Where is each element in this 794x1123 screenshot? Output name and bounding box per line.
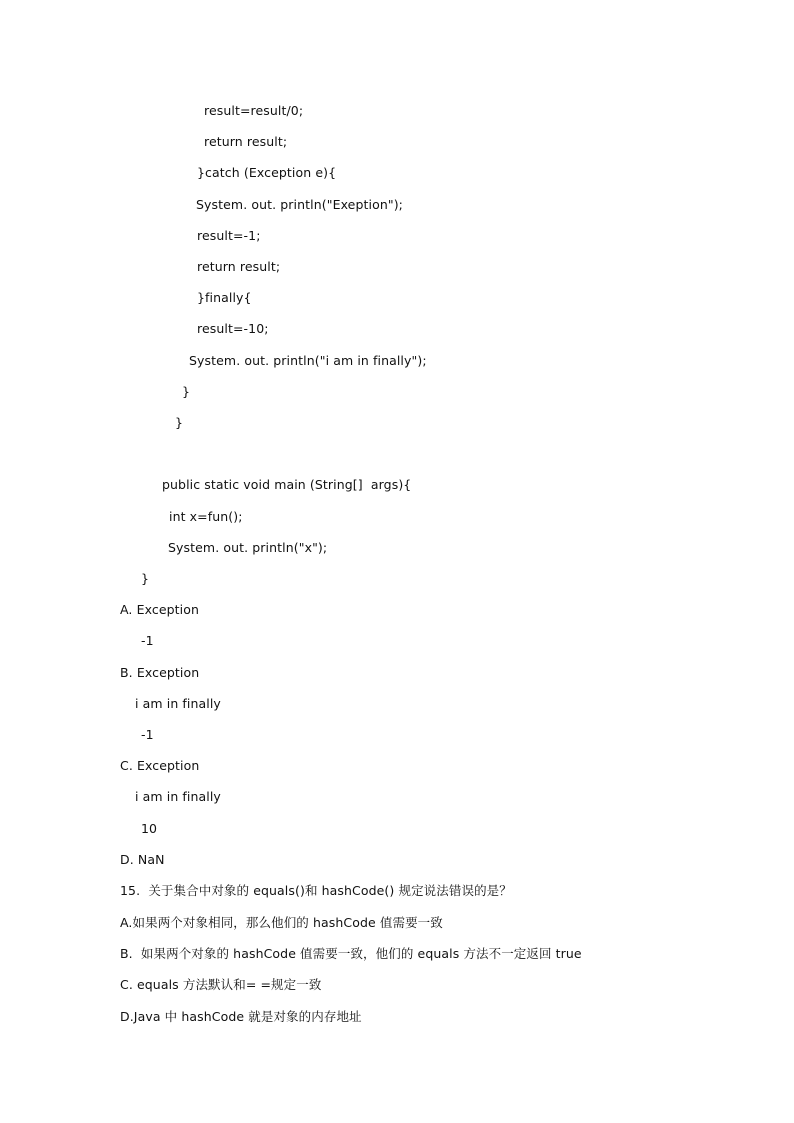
question-15-stem: 15. 关于集合中对象的 equals()和 hashCode() 规定说法错误的是？ xyxy=(120,883,512,898)
code-line: } xyxy=(182,384,191,399)
option-a-line: -1 xyxy=(141,633,154,648)
option-a-label: A. Exception xyxy=(120,602,199,617)
option-b-line: -1 xyxy=(141,727,154,742)
question-15-choice-b: B. 如果两个对象的 hashCode 值需要一致，他们的 equals 方法不一定返回 true xyxy=(120,946,582,961)
code-line: System. out. println("Exeption"); xyxy=(196,197,403,212)
code-line: System. out. println("x"); xyxy=(168,540,328,555)
option-d-label: D. NaN xyxy=(120,852,165,867)
code-line: public static void main (String[] args){ xyxy=(162,477,412,492)
code-line: }catch (Exception e){ xyxy=(197,165,337,180)
code-line: return result; xyxy=(204,134,288,149)
code-line: } xyxy=(141,571,150,586)
option-b-label: B. Exception xyxy=(120,665,200,680)
question-15-choice-d: D.Java 中 hashCode 就是对象的内存地址 xyxy=(120,1009,362,1024)
code-line: return result; xyxy=(197,259,281,274)
code-line: result=-10; xyxy=(197,321,269,336)
code-line: } xyxy=(175,415,184,430)
code-line: }finally{ xyxy=(197,290,252,305)
code-line: result=-1; xyxy=(197,228,261,243)
question-15-choice-a: A.如果两个对象相同，那么他们的 hashCode 值需要一致 xyxy=(120,915,443,930)
option-c-label: C. Exception xyxy=(120,758,200,773)
code-line: int x=fun(); xyxy=(169,509,243,524)
code-line: result=result/0; xyxy=(204,103,304,118)
option-c-line: i am in finally xyxy=(135,789,221,804)
option-b-line: i am in finally xyxy=(135,696,221,711)
question-15-choice-c: C. equals 方法默认和= =规定一致 xyxy=(120,977,322,992)
code-line: System. out. println("i am in finally"); xyxy=(189,353,427,368)
option-c-line: 10 xyxy=(141,821,158,836)
